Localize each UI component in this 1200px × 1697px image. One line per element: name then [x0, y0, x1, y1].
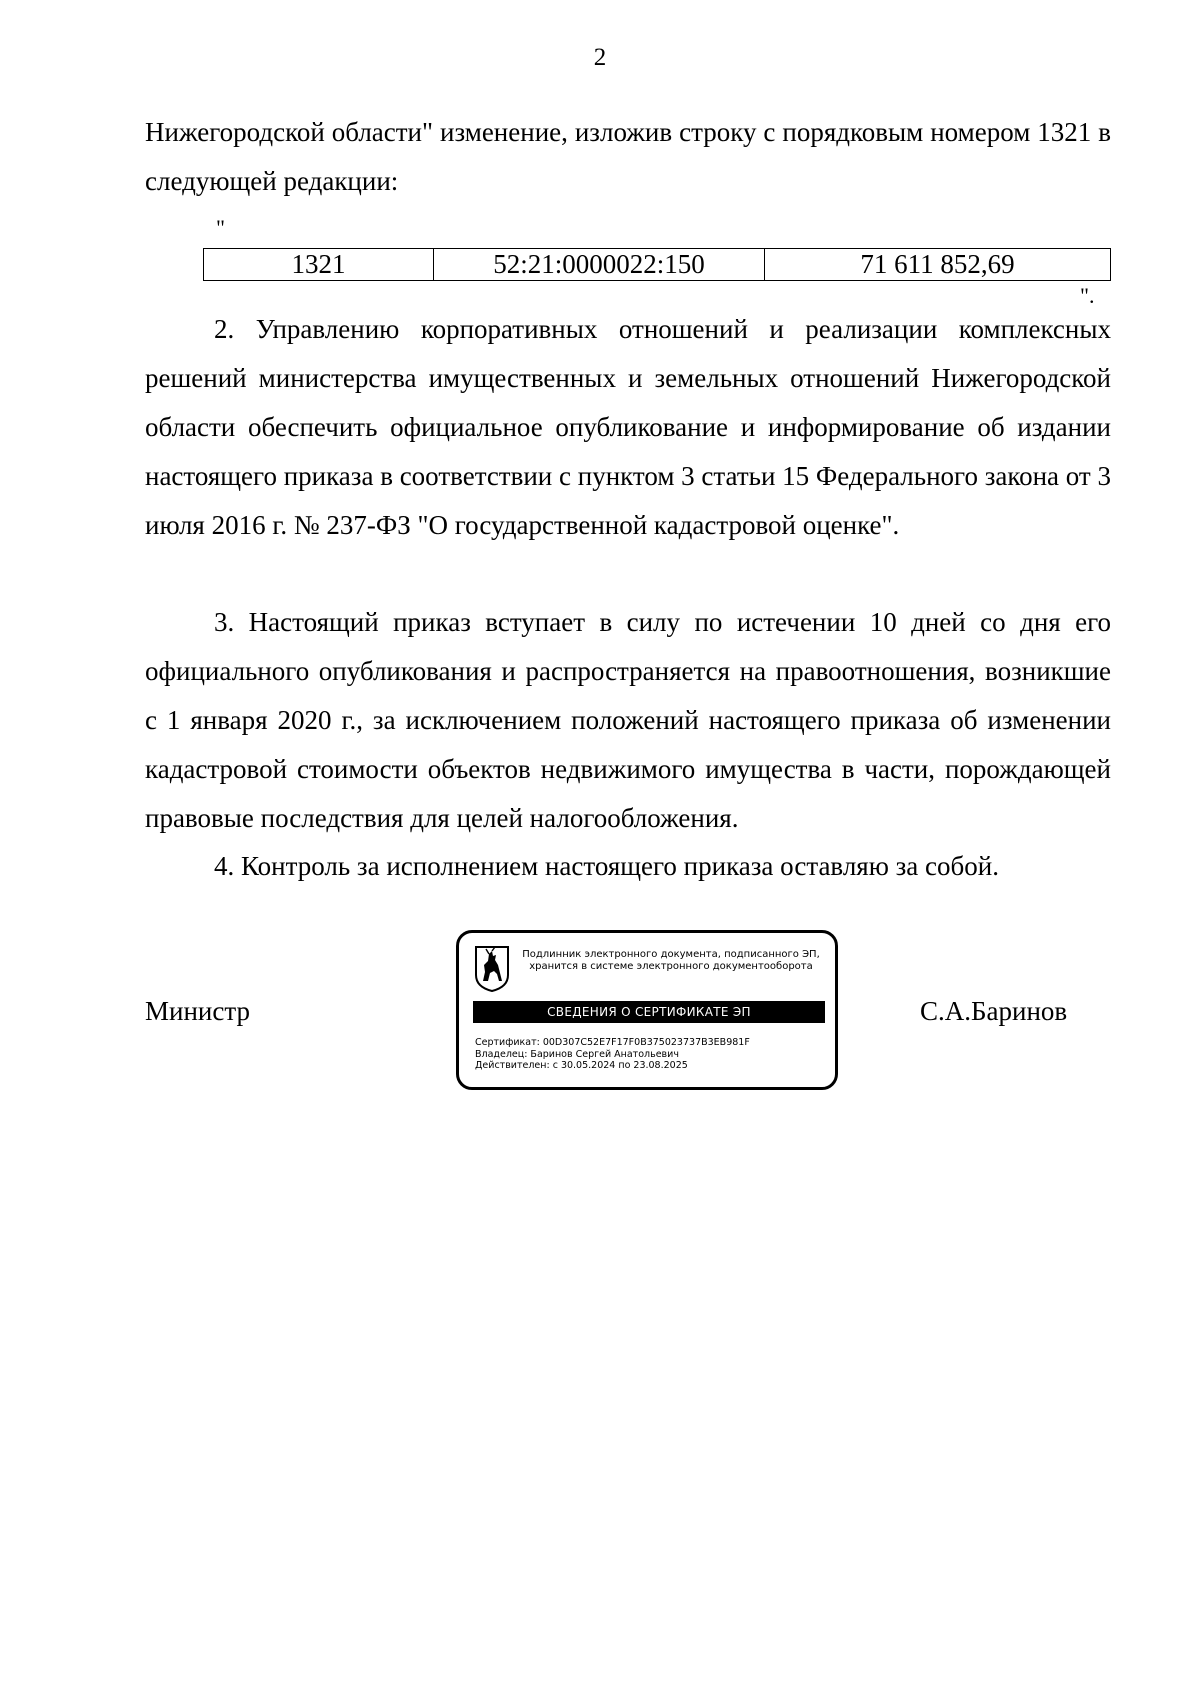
stamp-title: СВЕДЕНИЯ О СЕРТИФИКАТЕ ЭП [473, 1001, 825, 1023]
cadastral-number-cell: 52:21:0000022:150 [434, 249, 765, 281]
paragraph-3: 3. Настоящий приказ вступает в силу по истечении 10 дней со дня его официального опубликования и распространяется на правоотношения, возникшие с 1 января 2020 г., за исключением положений настоящего приказа об изменении кадастровой стоимости объектов недвижимого имущества в части, порождающей правовые последствия для целей налогообложения. [145, 607, 1111, 833]
stamp-note [513, 949, 829, 973]
signatory-title: Министр [145, 996, 250, 1026]
opening-quote-mark: " [216, 215, 225, 240]
cadastral-value-table [203, 248, 1111, 281]
stamp-note-line-2: хранится в системе электронного документооборота [529, 961, 813, 972]
stamp-note-line-1: Подлинник электронного документа, подписанного ЭП, [522, 949, 820, 960]
paragraph-4: 4. Контроль за исполнением настоящего приказа оставляю за собой. [214, 851, 999, 881]
table-row [204, 249, 1111, 281]
closing-quote-mark: ". [1080, 283, 1095, 308]
row-number-cell: 1321 [204, 249, 434, 281]
paragraph-2: 2. Управлению корпоративных отношений и реализации комплексных решений министерства имущественных и земельных отношений Нижегородской области обеспечить официальное опубликование и информирование об издании настоящего приказа в соответствии с пунктом 3 статьи 15 Федерального закона от 3 июля 2016 г. № 237-ФЗ "О государственной кадастровой оценке". [145, 314, 1111, 540]
cadastral-value-cell: 71 611 852,69 [765, 249, 1111, 281]
intro-paragraph: Нижегородской области" изменение, изложив строку с порядковым номером 1321 в следующей редакции: [145, 117, 1111, 196]
electronic-signature-stamp [456, 930, 838, 1090]
signatory-name: С.А.Баринов [920, 996, 1068, 1026]
certificate-owner: Владелец: Баринов Сергей Анатольевич [475, 1048, 679, 1060]
certificate-details [475, 1037, 825, 1072]
page-number: 2 [593, 44, 607, 71]
coat-of-arms-icon [473, 945, 511, 993]
certificate-validity: Действителен: с 30.05.2024 по 23.08.2025 [475, 1060, 688, 1071]
certificate-number: Сертификат: 00D307C52E7F17F0B375023737B3EB981F [475, 1037, 750, 1048]
